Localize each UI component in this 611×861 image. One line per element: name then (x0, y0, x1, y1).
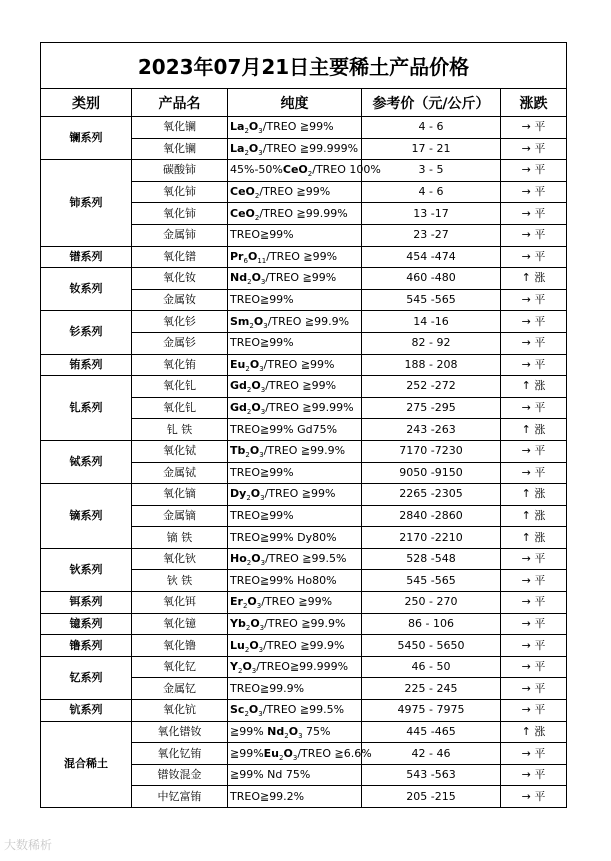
price-change: → 平 (501, 613, 567, 635)
product-name: 氧化铒 (132, 592, 228, 614)
purity-subscript: 3 (258, 127, 263, 136)
product-name: 镨钕混金 (132, 764, 228, 786)
purity-text: TREO≧99.9% (230, 681, 305, 695)
purity-text: Gd (230, 379, 247, 393)
purity-subscript: 11 (257, 257, 267, 266)
series-name: 镧系列 (41, 117, 132, 160)
table-row (41, 117, 567, 139)
product-name: 碳酸铈 (132, 160, 228, 182)
purity-text: CeO (230, 206, 255, 220)
product-name: 氧化铈 (132, 181, 228, 203)
purity-text: Er (230, 595, 243, 609)
reference-price: 225 - 245 (362, 678, 501, 700)
purity-text: ≧99% (230, 746, 264, 760)
purity-text: O (251, 552, 261, 566)
price-change: → 平 (501, 354, 567, 376)
purity (228, 548, 362, 570)
reference-price: 17 - 21 (362, 138, 501, 160)
purity-text: O (249, 638, 259, 652)
purity-subscript: 3 (258, 710, 263, 719)
product-name: 氧化镧 (132, 117, 228, 139)
price-change: → 平 (501, 160, 567, 182)
purity (228, 246, 362, 268)
purity-text: Nd (267, 724, 285, 738)
purity-text: /TREO≧99.999% (256, 660, 349, 674)
reference-price: 4 - 6 (362, 117, 501, 139)
table-row (41, 592, 567, 614)
purity-text: /TREO ≧99.5% (262, 703, 345, 717)
purity (228, 700, 362, 722)
purity (228, 203, 362, 225)
purity-subscript: 3 (260, 559, 266, 568)
product-name: 氧化镝 (132, 484, 228, 506)
reference-price: 3 - 5 (362, 160, 501, 182)
price-change: → 平 (501, 246, 567, 268)
reference-price: 86 - 106 (362, 613, 501, 635)
purity-text: /TREO ≧99% (262, 120, 334, 134)
reference-price: 2265 -2305 (362, 484, 501, 506)
purity-subscript: 3 (260, 494, 265, 503)
purity-text: /TREO ≧99% (265, 379, 337, 393)
purity-subscript: 2 (307, 170, 313, 179)
purity-text: Sc (230, 703, 245, 717)
purity-subscript: 2 (245, 451, 250, 460)
reference-price: 545 -565 (362, 289, 501, 311)
purity-text: O (250, 487, 261, 501)
purity (228, 678, 362, 700)
purity-text: /TREO ≧99.99% (265, 401, 354, 415)
purity-text: TREO≧99% (230, 336, 294, 350)
purity-text: O (249, 357, 260, 371)
product-name: 金属钇 (132, 678, 228, 700)
purity-text: O (251, 271, 261, 285)
header-row (41, 89, 567, 117)
purity-text: /TREO ≧6.6% (297, 746, 372, 760)
product-name: 氧化镥 (132, 635, 228, 657)
series-name: 钕系列 (41, 268, 132, 311)
series-name: 钐系列 (41, 311, 132, 354)
purity-subscript: 2 (244, 149, 249, 158)
reference-price: 42 - 46 (362, 743, 501, 765)
price-change: → 平 (501, 635, 567, 657)
price-table (40, 42, 567, 808)
purity-text: Tb (230, 444, 246, 458)
table-row (41, 354, 567, 376)
table-row (41, 700, 567, 722)
purity-text: CeO (282, 163, 308, 177)
reference-price: 252 -272 (362, 376, 501, 398)
price-change: → 平 (501, 224, 567, 246)
purity (228, 613, 362, 635)
header-purity: 纯度 (228, 89, 362, 117)
purity-text: /TREO ≧99% (259, 185, 331, 199)
product-name: 氧化钆 (132, 376, 228, 398)
purity (228, 786, 362, 808)
purity-text: Gd (230, 401, 247, 415)
purity-subscript: 2 (254, 213, 260, 222)
purity-text: 75% (302, 724, 331, 738)
table-row (41, 376, 567, 398)
product-name: 金属铽 (132, 462, 228, 484)
reference-price: 250 - 270 (362, 592, 501, 614)
purity-text: O (283, 746, 293, 760)
table-row (41, 484, 567, 506)
price-change: → 平 (501, 678, 567, 700)
purity (228, 743, 372, 765)
reference-price: 4975 - 7975 (362, 700, 501, 722)
price-change: → 平 (501, 138, 567, 160)
purity (228, 224, 362, 246)
purity-text: O (248, 120, 259, 134)
purity (228, 289, 362, 311)
purity-text: /TREO ≧99.99% (259, 206, 348, 220)
purity-subscript: 2 (244, 127, 249, 136)
reference-price: 188 - 208 (362, 354, 501, 376)
purity-text: La (230, 141, 245, 155)
purity (228, 656, 362, 678)
purity-subscript: 3 (259, 624, 265, 633)
reference-price: 82 - 92 (362, 332, 501, 354)
product-name: 中钇富铕 (132, 786, 228, 808)
series-name: 镨系列 (41, 246, 132, 268)
table-row (41, 246, 567, 268)
purity-subscript: 2 (246, 494, 251, 503)
purity-text: ≧99% Nd 75% (230, 768, 311, 782)
purity-subscript: 2 (242, 602, 248, 611)
purity-text: TREO≧99% Ho80% (230, 573, 337, 587)
series-name: 铕系列 (41, 354, 132, 376)
price-change: ↑ 涨 (501, 484, 567, 506)
series-name: 钇系列 (41, 656, 132, 699)
purity (228, 160, 381, 182)
series-name: 铈系列 (41, 160, 132, 246)
purity-text: /TREO 100% (312, 163, 381, 177)
purity-text: Dy (230, 487, 247, 501)
price-change: → 平 (501, 332, 567, 354)
price-change: → 平 (501, 289, 567, 311)
purity-text: Y (230, 660, 238, 674)
purity-text: /TREO ≧99% (266, 249, 338, 263)
reference-price: 14 -16 (362, 311, 501, 333)
product-name: 氧化钬 (132, 548, 228, 570)
purity (228, 635, 362, 657)
purity-text: TREO≧99% (230, 508, 294, 522)
table-row (41, 635, 567, 657)
purity-subscript: 2 (249, 321, 254, 330)
reference-price: 23 -27 (362, 224, 501, 246)
purity-text: /TREO ≧99.999% (262, 141, 359, 155)
header-category: 类别 (41, 89, 132, 117)
purity-text: O (247, 249, 258, 263)
purity-subscript: 3 (260, 278, 266, 287)
purity-text: TREO≧99% Dy80% (230, 530, 337, 544)
purity-subscript: 6 (243, 257, 248, 266)
purity-text: /TREO ≧99% (261, 595, 333, 609)
purity (228, 721, 362, 743)
product-name: 金属铈 (132, 224, 228, 246)
purity-subscript: 2 (237, 667, 243, 676)
series-name: 镝系列 (41, 484, 132, 549)
purity (228, 570, 362, 592)
purity-text: O (288, 724, 299, 738)
product-name: 镝 铁 (132, 527, 228, 549)
product-name: 氧化铽 (132, 440, 228, 462)
purity-text: Ho (230, 552, 247, 566)
price-change: → 平 (501, 117, 567, 139)
purity-text: O (253, 314, 264, 328)
reference-price: 275 -295 (362, 397, 501, 419)
purity-text: O (248, 703, 259, 717)
product-name: 氧化钇 (132, 656, 228, 678)
purity-subscript: 2 (284, 732, 289, 741)
purity-subscript: 3 (260, 386, 266, 395)
reference-price: 46 - 50 (362, 656, 501, 678)
series-name: 铽系列 (41, 440, 132, 483)
price-change: → 平 (501, 440, 567, 462)
table-row (41, 721, 567, 743)
purity-subscript: 3 (258, 149, 263, 158)
table-row (41, 548, 567, 570)
purity-text: /TREO ≧99.9% (264, 616, 346, 630)
series-name: 钪系列 (41, 700, 132, 722)
purity-subscript: 3 (256, 602, 262, 611)
purity-text: 45%-50% (230, 163, 283, 177)
product-name: 氧化镨钕 (132, 721, 228, 743)
purity-text: O (248, 141, 259, 155)
purity (228, 440, 362, 462)
purity-subscript: 2 (245, 624, 251, 633)
purity-subscript: 3 (258, 645, 264, 654)
purity (228, 462, 362, 484)
purity-subscript: 2 (246, 559, 252, 568)
purity-subscript: 2 (246, 408, 252, 417)
table-row (41, 613, 567, 635)
header-price: 参考价（元/公斤） (362, 89, 501, 117)
table-body (41, 117, 567, 808)
price-change: → 平 (501, 592, 567, 614)
purity-text: O (251, 401, 261, 415)
product-name: 氧化铈 (132, 203, 228, 225)
reference-price: 454 -474 (362, 246, 501, 268)
purity (228, 268, 362, 290)
purity-subscript: 2 (254, 192, 260, 201)
price-change: → 平 (501, 203, 567, 225)
purity-subscript: 3 (259, 365, 264, 374)
purity-subscript: 3 (260, 408, 266, 417)
product-name: 金属钐 (132, 332, 228, 354)
purity-text: /TREO ≧99% (263, 357, 335, 371)
product-name: 钬 铁 (132, 570, 228, 592)
reference-price: 5450 - 5650 (362, 635, 501, 657)
price-change: → 平 (501, 786, 567, 808)
purity-subscript: 3 (263, 321, 268, 330)
purity-text: /TREO ≧99% (265, 271, 337, 285)
purity-text: O (251, 379, 261, 393)
purity-text: TREO≧99% (230, 293, 294, 307)
price-change: → 平 (501, 700, 567, 722)
watermark: 大数稀析 (4, 838, 53, 852)
price-change: ↑ 涨 (501, 505, 567, 527)
purity-text: TREO≧99% Gd75% (230, 422, 338, 436)
product-name: 氧化钪 (132, 700, 228, 722)
purity-text: Lu (230, 638, 245, 652)
price-sheet (40, 42, 566, 808)
price-change: → 平 (501, 548, 567, 570)
purity-subscript: 3 (292, 753, 298, 762)
header-product: 产品名 (132, 89, 228, 117)
purity (228, 764, 362, 786)
purity (228, 397, 362, 419)
product-name: 氧化钆 (132, 397, 228, 419)
reference-price: 2170 -2210 (362, 527, 501, 549)
purity-subscript: 2 (247, 278, 252, 287)
table-row (41, 656, 567, 678)
series-name: 镥系列 (41, 635, 132, 657)
reference-price: 528 -548 (362, 548, 501, 570)
price-change: ↑ 涨 (501, 721, 567, 743)
purity-subscript: 2 (244, 710, 249, 719)
reference-price: 4 - 6 (362, 181, 501, 203)
price-change: → 平 (501, 462, 567, 484)
purity-text: TREO≧99.2% (230, 789, 305, 803)
purity-text: /TREO ≧99.5% (265, 552, 347, 566)
purity-text: ≧99% (230, 724, 268, 738)
price-change: ↑ 涨 (501, 419, 567, 441)
price-change: → 平 (501, 743, 567, 765)
reference-price: 543 -563 (362, 764, 501, 786)
purity-text: Nd (230, 271, 248, 285)
purity-text: O (250, 616, 260, 630)
table-row (41, 268, 567, 290)
product-name: 金属钕 (132, 289, 228, 311)
price-change: → 平 (501, 181, 567, 203)
purity-subscript: 2 (246, 386, 252, 395)
series-name: 钬系列 (41, 548, 132, 591)
purity-subscript: 3 (251, 667, 257, 676)
reference-price: 205 -215 (362, 786, 501, 808)
purity-text: /TREO ≧99% (264, 487, 336, 501)
purity-text: /TREO ≧99.9% (263, 444, 346, 458)
purity-text: O (242, 660, 252, 674)
reference-price: 545 -565 (362, 570, 501, 592)
purity-subscript: 2 (245, 365, 250, 374)
purity (228, 332, 362, 354)
reference-price: 7170 -7230 (362, 440, 501, 462)
purity-subscript: 2 (279, 753, 284, 762)
price-change: → 平 (501, 656, 567, 678)
product-name: 氧化钇铕 (132, 743, 228, 765)
price-change: ↑ 涨 (501, 268, 567, 290)
purity (228, 181, 362, 203)
reference-price: 460 -480 (362, 268, 501, 290)
product-name: 氧化钐 (132, 311, 228, 333)
reference-price: 445 -465 (362, 721, 501, 743)
product-name: 氧化镨 (132, 246, 228, 268)
price-change: → 平 (501, 764, 567, 786)
series-name: 铒系列 (41, 592, 132, 614)
product-name: 钆 铁 (132, 419, 228, 441)
purity-text: O (247, 595, 257, 609)
purity-text: /TREO ≧99.9% (267, 314, 350, 328)
price-change: → 平 (501, 570, 567, 592)
purity-text: CeO (230, 185, 255, 199)
table-row (41, 311, 567, 333)
series-name: 混合稀土 (41, 721, 132, 807)
purity-subscript: 2 (244, 645, 250, 654)
product-name: 氧化镱 (132, 613, 228, 635)
table-row (41, 160, 567, 182)
purity (228, 592, 362, 614)
reference-price: 243 -263 (362, 419, 501, 441)
price-change: → 平 (501, 397, 567, 419)
purity (228, 311, 362, 333)
price-change: → 平 (501, 311, 567, 333)
purity-subscript: 3 (298, 732, 303, 741)
header-change: 涨跌 (501, 89, 567, 117)
purity (228, 527, 362, 549)
purity (228, 117, 362, 139)
series-name: 镱系列 (41, 613, 132, 635)
purity-text: O (249, 444, 260, 458)
purity-text: Sm (230, 314, 250, 328)
purity (228, 354, 362, 376)
purity-text: TREO≧99% (230, 465, 294, 479)
purity (228, 376, 362, 398)
price-change: ↑ 涨 (501, 376, 567, 398)
purity-text: Eu (263, 746, 280, 760)
product-name: 氧化镧 (132, 138, 228, 160)
purity-text: /TREO ≧99.9% (263, 638, 345, 652)
purity (228, 138, 362, 160)
product-name: 氧化钕 (132, 268, 228, 290)
purity-text: TREO≧99% (230, 228, 294, 242)
price-change: ↑ 涨 (501, 527, 567, 549)
reference-price: 9050 -9150 (362, 462, 501, 484)
reference-price: 13 -17 (362, 203, 501, 225)
purity-text: Pr (230, 249, 244, 263)
purity (228, 484, 362, 506)
reference-price: 2840 -2860 (362, 505, 501, 527)
purity-text: Eu (230, 357, 246, 371)
series-name: 钆系列 (41, 376, 132, 441)
table-title: 2023年07月21日主要稀土产品价格 (41, 43, 567, 89)
purity (228, 419, 362, 441)
product-name: 氧化铕 (132, 354, 228, 376)
table-row (41, 440, 567, 462)
purity-text: La (230, 120, 245, 134)
purity (228, 505, 362, 527)
product-name: 金属镝 (132, 505, 228, 527)
purity-subscript: 3 (259, 451, 264, 460)
purity-text: Yb (230, 616, 246, 630)
